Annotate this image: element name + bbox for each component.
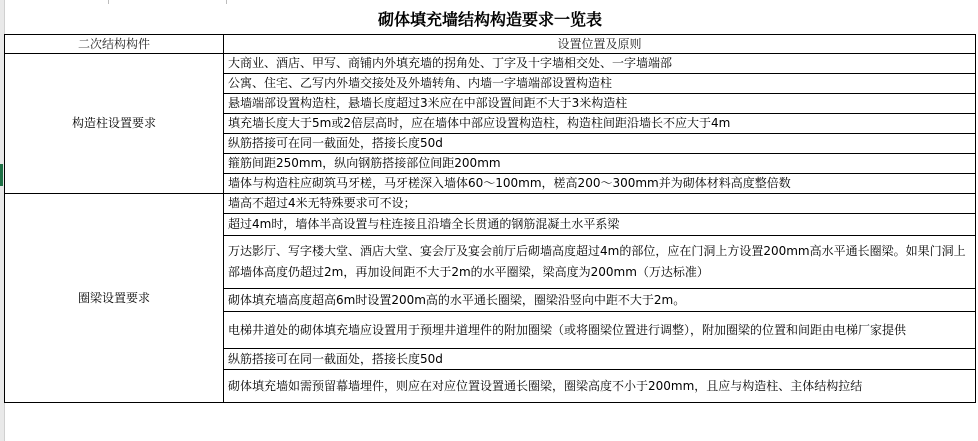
header-principle[interactable]: 设置位置及原则 [224,35,976,54]
item-cell[interactable]: 公寓、住宅、乙写内外墙交接处及外墙转角、内墙一字墙端部设置构造柱 [224,74,976,94]
item-cell[interactable]: 电梯井道处的砌体填充墙应设置用于预埋井道埋件的附加圈梁（或将圈梁位置进行调整），附加圈梁的位置和间距由电梯厂家提供 [224,312,976,349]
table-row [5,54,976,74]
requirements-table [4,4,976,403]
item-cell[interactable]: 填充墙长度大于5m或2倍层高时，应在墙体中部应设置构造柱，构造柱间距沿墙长不应大于4m [224,114,976,134]
table-title[interactable]: 砌体填充墙结构构造要求一览表 [5,4,976,35]
selected-row-marker [0,164,3,186]
item-cell[interactable]: 砌体填充墙如需预留幕墙埋件，则应在对应位置设置通长圈梁，圈梁高度不小于200mm，且应与构造柱、主体结构拉结 [224,370,976,403]
item-cell[interactable]: 悬墙端部设置构造柱，悬墙长度超过3米应在中部设置间距不大于3米构造柱 [224,94,976,114]
title-row [5,4,976,35]
item-cell[interactable]: 墙高不超过4米无特殊要求可不设； [224,194,976,214]
header-row [5,35,976,54]
item-cell[interactable]: 砌体填充墙高度超高6m时设置200m高的水平通长圈梁，圈梁沿竖向中距不大于2m。 [224,289,976,312]
category-cell-columns[interactable]: 构造柱设置要求 [5,54,224,194]
category-cell-beams[interactable]: 圈梁设置要求 [5,194,224,403]
item-cell[interactable]: 纵筋搭接可在同一截面处，搭接长度50d [224,349,976,370]
item-cell[interactable]: 墙体与构造柱应砌筑马牙槎，马牙槎深入墙体60～100mm，槎高200～300mm并为砌体材料高度整倍数 [224,174,976,194]
item-cell[interactable]: 大商业、酒店、甲写、商铺内外填充墙的拐角处、丁字及十字墙相交处、一字墙端部 [224,54,976,74]
table-row [5,194,976,214]
item-cell[interactable]: 箍筋间距250mm，纵向钢筋搭接部位间距200mm [224,154,976,174]
item-cell[interactable]: 超过4m时，墙体半高设置与柱连接且沿墙全长贯通的钢筋混凝土水平系梁 [224,214,976,236]
item-cell[interactable]: 万达影厅、写字楼大堂、酒店大堂、宴会厅及宴会前厅后砌墙高度超过4m的部位，应在门洞上方设置200mm高水平通长圈梁。如果门洞上部墙体高度仍超过2m，再加设间距不大于2m的水平圈梁，梁高度为200mm（万达标准） [224,236,976,289]
item-cell[interactable]: 纵筋搭接可在同一截面处，搭接长度50d [224,134,976,154]
header-component[interactable]: 二次结构构件 [5,35,224,54]
